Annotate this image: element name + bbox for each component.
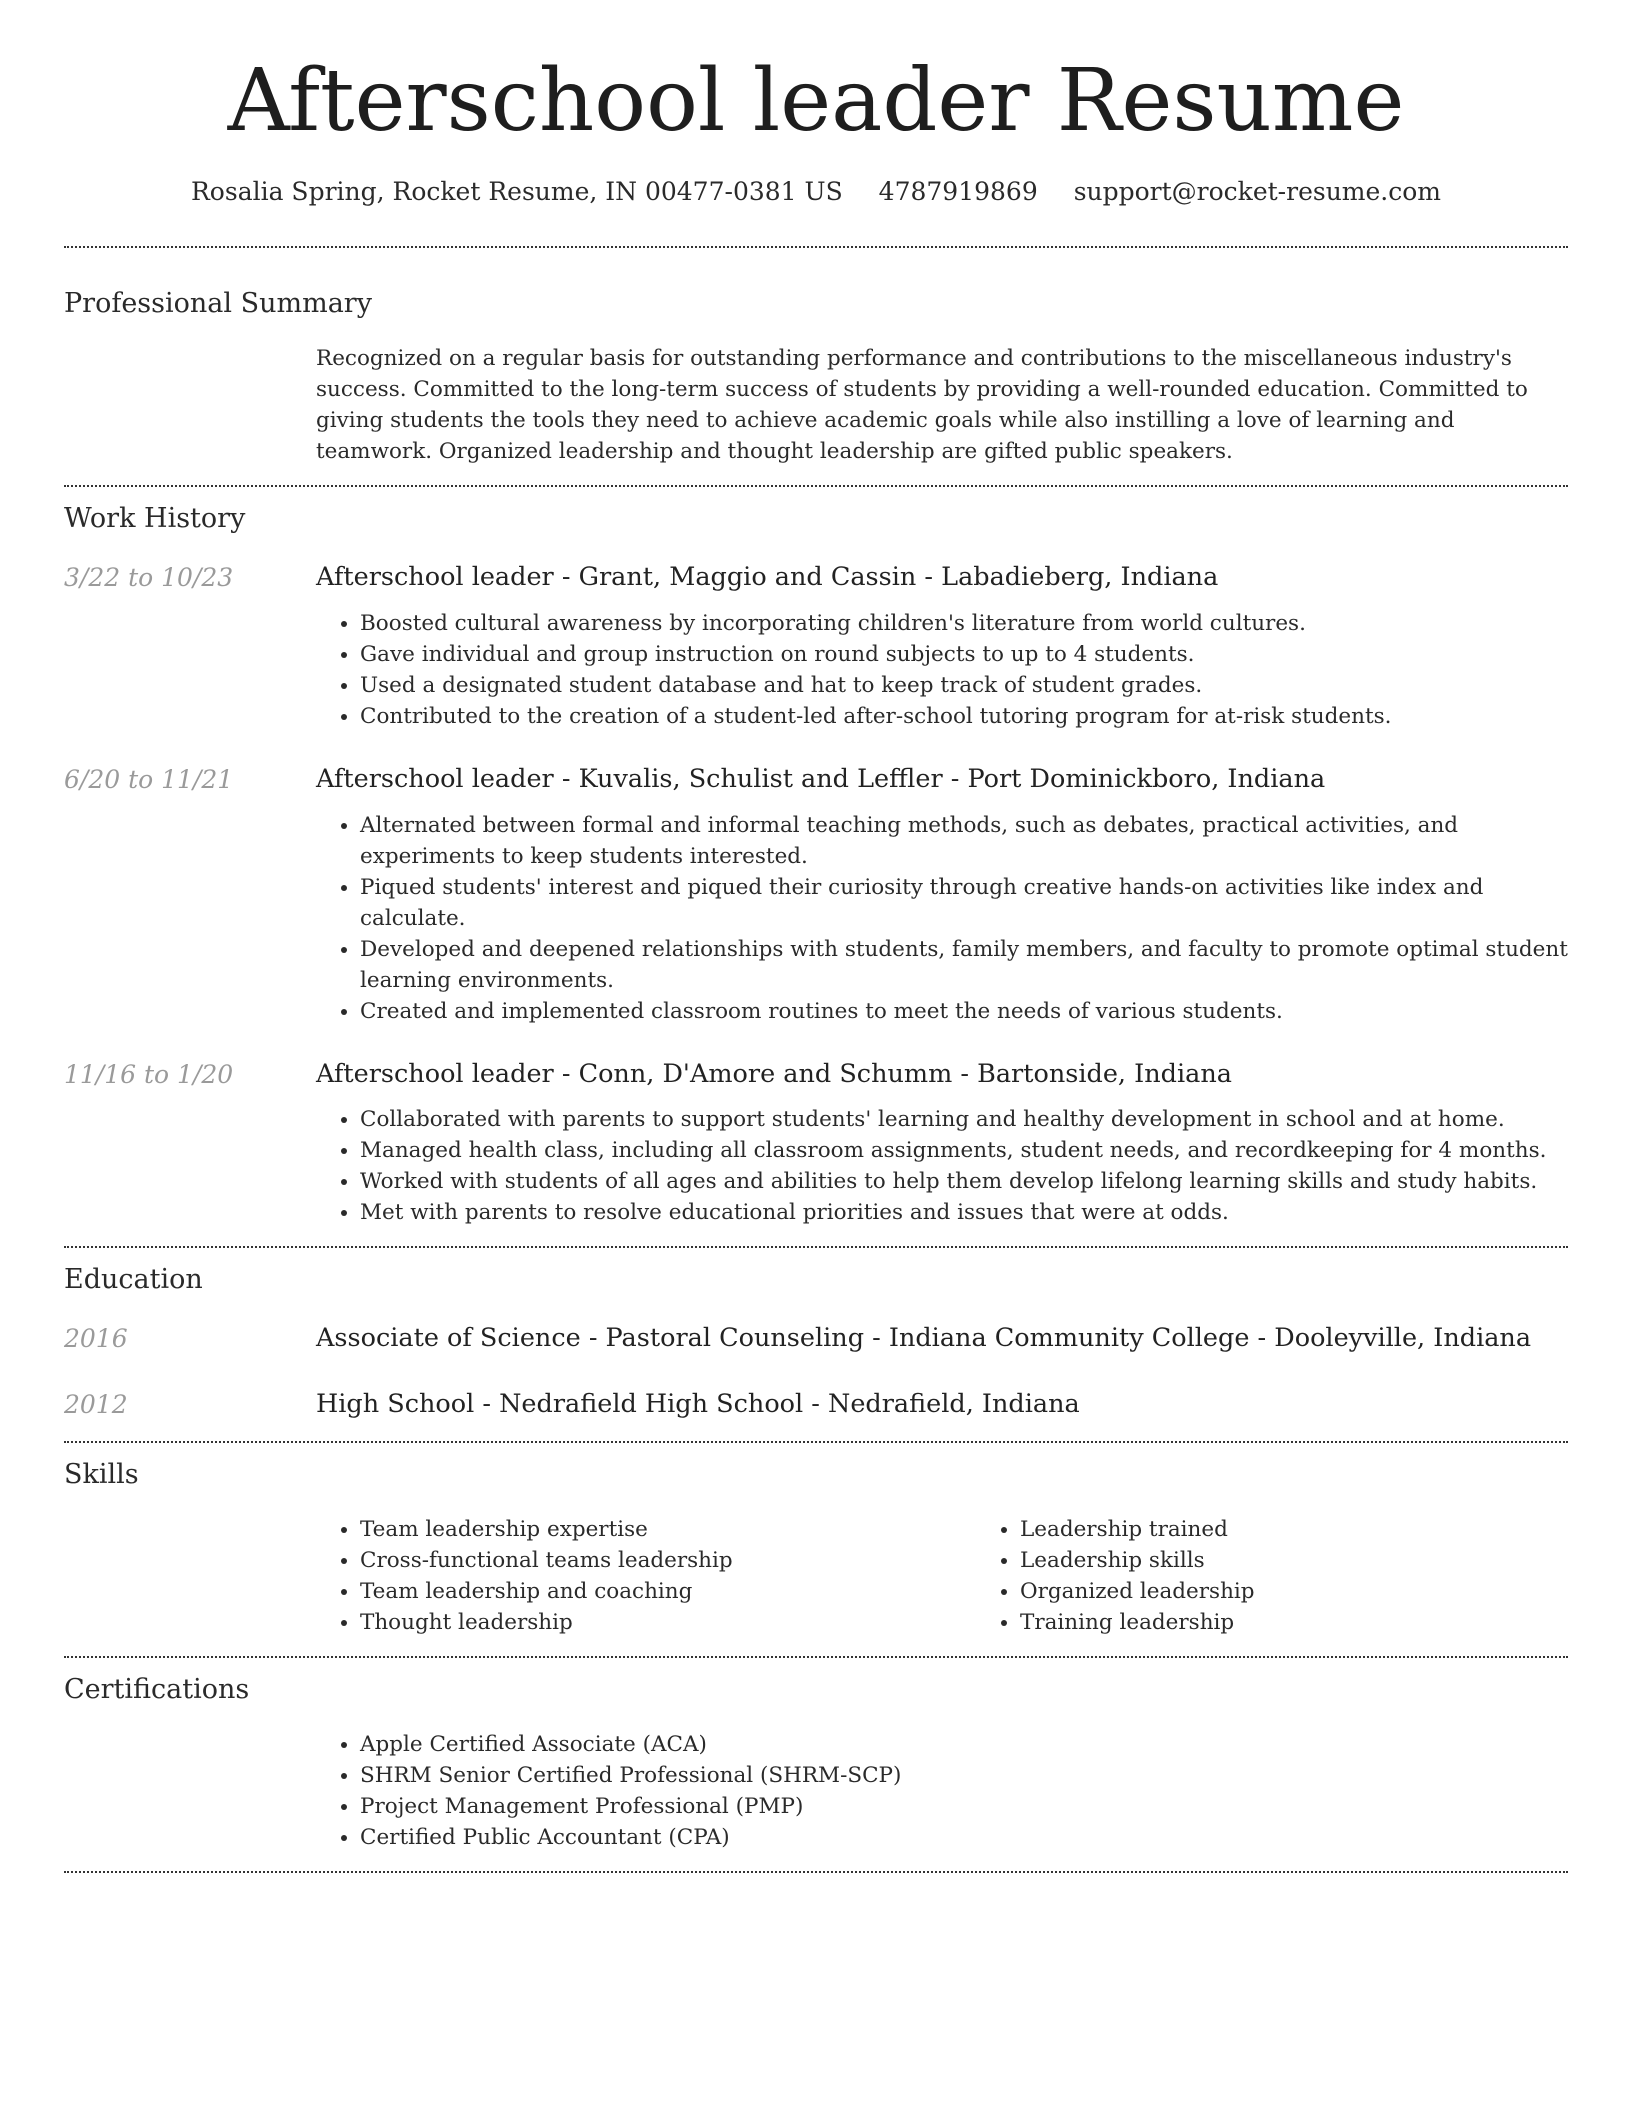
job-title: Afterschool leader - Grant, Maggio and Cassin - Labadieberg, Indiana [316,562,1219,593]
skills-section [64,1443,1568,1656]
contact-line [64,177,1568,206]
list-item: • Gave individual and group instruction on round subjects to up to 4 students. [360,639,1568,670]
contact-email: support@rocket-resume.com [1073,177,1441,207]
list-item: • Thought leadership [360,1607,976,1638]
divider [64,1871,1568,1873]
list-item: • Team leadership expertise [360,1514,976,1545]
certifications-heading: Certifications [64,1673,250,1705]
list-item: • Used a designated student database and hat to keep track of student grades. [360,670,1568,701]
resume-title: Afterschool leader Resume [227,51,1405,151]
list-item: • Apple Certified Associate (ACA) [360,1729,1568,1760]
list-item: • Managed health class, including all classroom assignments, student needs, and recordkeeping for 4 months. [360,1135,1568,1166]
job-bullets [316,1104,1568,1228]
list-item: • Contributed to the creation of a student-led after-school tutoring program for at-risk students. [360,701,1568,732]
job-title: Afterschool leader - Kuvalis, Schulist and Leffler - Port Dominickboro, Indiana [316,763,1326,794]
education-entry [64,1321,1568,1357]
summary-heading: Professional Summary [64,288,372,320]
education-text: High School - Nedrafield High School - Nedrafield, Indiana [316,1388,1080,1419]
summary-text: Recognized on a regular basis for outstanding performance and contributions to the miscellaneous industry's success. Committed to the long-term success of students by providing a well-rounded education. Committed to giving students the tools they need to achieve academic goals while also instilling a love of learning and teamwork. Organized leadership and thought leadership are gifted public speakers. [316,346,1528,465]
education-section [64,1248,1568,1422]
list-item: • Boosted cultural awareness by incorporating children's literature from world cultures. [360,608,1568,639]
work-section [64,487,1568,1228]
list-item: • Leadership trained [1020,1514,1632,1545]
work-heading: Work History [64,503,246,535]
skills-list-right [976,1514,1632,1638]
list-item: • Training leadership [1020,1607,1632,1638]
list-item: • Collaborated with parents to support students' learning and healthy development in school and at home. [360,1104,1568,1135]
list-item: • Project Management Professional (PMP) [360,1791,1568,1822]
education-heading: Education [64,1264,203,1296]
job-dates: 11/16 to 1/20 [64,1059,234,1089]
job-entry [64,560,1568,732]
resume-header [64,0,1568,206]
job-dates: 3/22 to 10/23 [64,563,234,593]
list-item: • SHRM Senior Certified Professional (SHRM-SCP) [360,1760,1568,1791]
list-item: • Cross-functional teams leadership [360,1545,976,1576]
list-item: • Alternated between formal and informal teaching methods, such as debates, practical activities, and experiments to keep students interested. [360,810,1568,872]
list-item: • Leadership skills [1020,1545,1632,1576]
list-item: • Certified Public Accountant (CPA) [360,1822,1568,1853]
education-year: 2012 [64,1389,128,1419]
education-year: 2016 [64,1324,128,1354]
job-dates: 6/20 to 11/21 [64,764,234,794]
job-bullets [316,810,1568,1027]
contact-phone: 4787919869 [878,177,1038,207]
summary-section [64,248,1568,485]
contact-address: Rosalia Spring, Rocket Resume, IN 00477-0381 US [190,177,843,207]
list-item: • Piqued students' interest and piqued their curiosity through creative hands-on activities like index and calculate. [360,872,1568,934]
list-item: • Worked with students of all ages and abilities to help them develop lifelong learning skills and study habits. [360,1166,1568,1197]
job-entry [64,1057,1568,1229]
job-title: Afterschool leader - Conn, D'Amore and Schumm - Bartonside, Indiana [316,1058,1232,1089]
list-item: • Team leadership and coaching [360,1576,976,1607]
list-item: • Organized leadership [1020,1576,1632,1607]
job-entry [64,762,1568,1027]
certifications-section [64,1658,1568,1871]
list-item: • Met with parents to resolve educational priorities and issues that were at odds. [360,1197,1568,1228]
skills-heading: Skills [64,1458,139,1490]
education-text: Associate of Science - Pastoral Counseling - Indiana Community College - Dooleyville, Indiana [316,1323,1532,1354]
list-item: • Developed and deepened relationships with students, family members, and faculty to promote optimal student learning environments. [360,934,1568,996]
job-bullets [316,608,1568,732]
list-item: • Created and implemented classroom routines to meet the needs of various students. [360,996,1568,1027]
certifications-list [316,1729,1568,1853]
skills-list-left [316,1514,976,1638]
education-entry [64,1387,1568,1423]
